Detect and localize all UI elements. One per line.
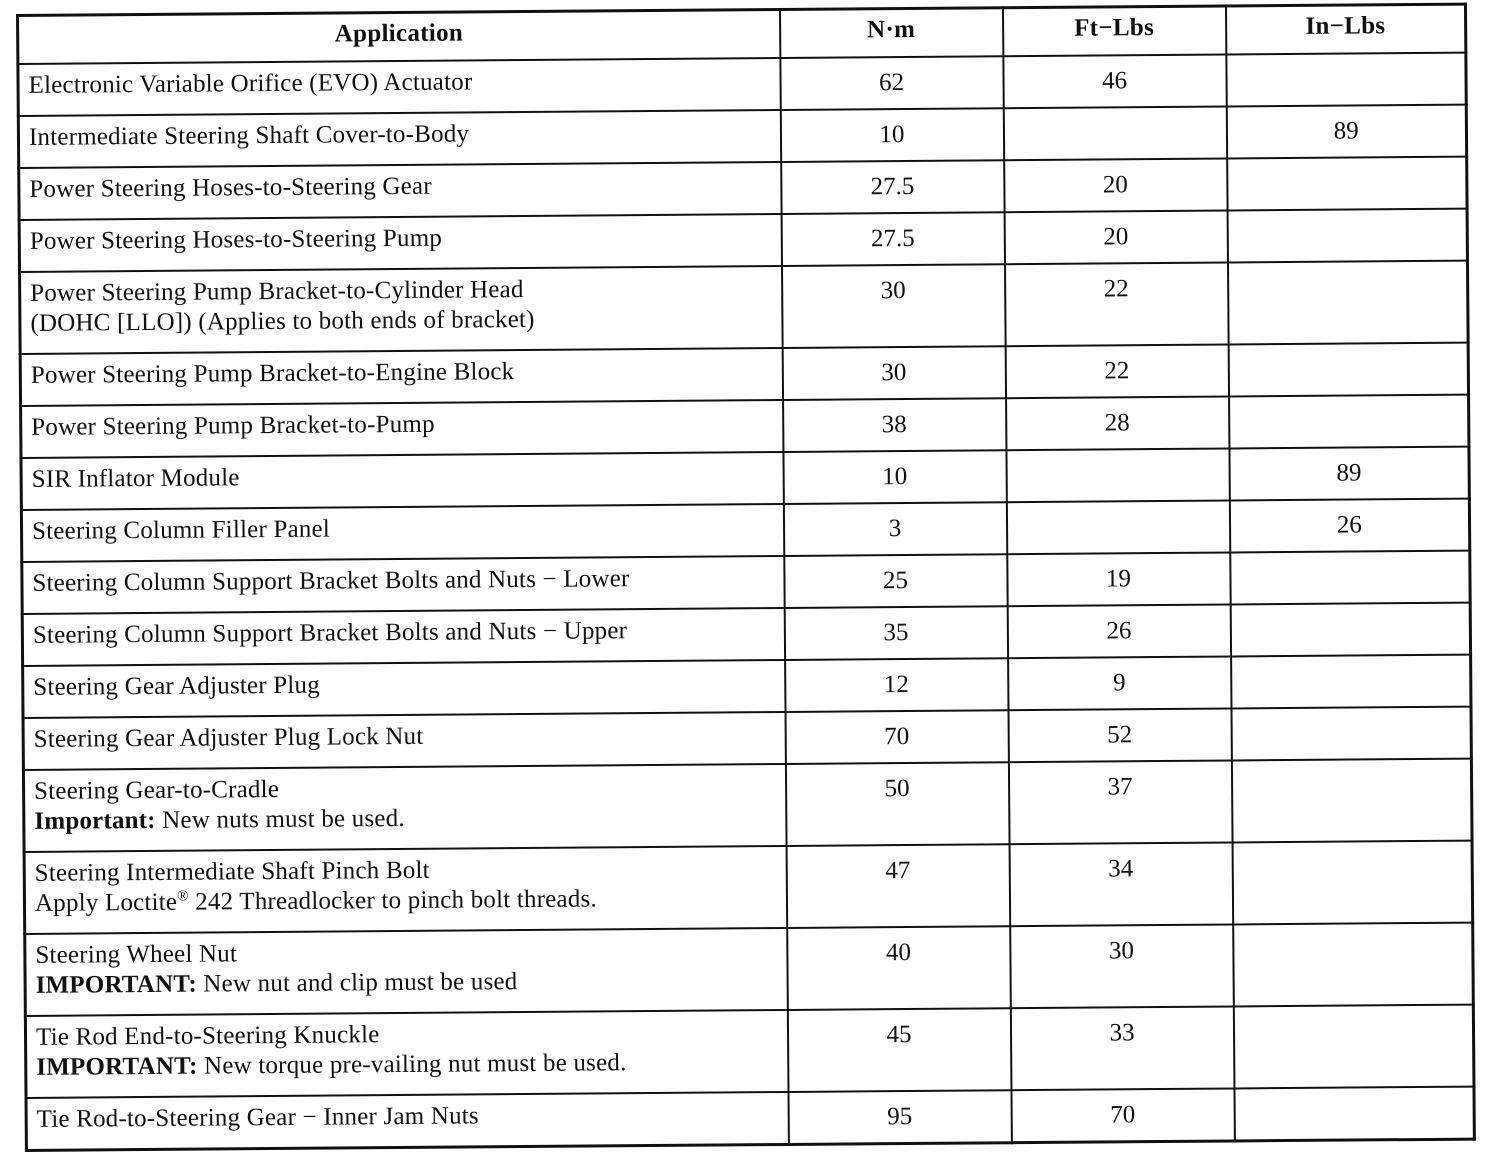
application-cell [21, 452, 783, 510]
ftlbs-value [1003, 106, 1226, 160]
nm-value: 40 [787, 926, 1011, 1010]
inlbs-value [1227, 261, 1468, 345]
table-row [24, 841, 1473, 934]
application-note [36, 1047, 779, 1083]
ftlbs-value: 22 [1005, 344, 1228, 398]
inlbs-value [1228, 343, 1468, 397]
nm-value: 70 [785, 710, 1008, 764]
ftlbs-value: 37 [1008, 760, 1232, 844]
table-row [20, 261, 1469, 354]
application-cell [19, 162, 781, 220]
table-body [18, 53, 1474, 1151]
application-cell [18, 110, 780, 168]
ftlbs-value: 52 [1008, 708, 1231, 762]
application-name: Power Steering Pump Bracket-to-Cylinder Head [30, 276, 524, 307]
inlbs-value [1227, 157, 1467, 211]
application-name: Steering Gear Adjuster Plug Lock Nut [33, 722, 424, 753]
application-name: Steering Intermediate Shaft Pinch Bolt [34, 856, 430, 887]
column-header-ftlbs: Ft−Lbs [1002, 6, 1225, 56]
ftlbs-value: 28 [1006, 396, 1229, 450]
nm-value: 3 [783, 502, 1006, 556]
application-cell [23, 764, 786, 852]
note-label: IMPORTANT: [36, 1052, 198, 1081]
nm-value: 27.5 [781, 160, 1004, 214]
application-cell [25, 928, 788, 1016]
inlbs-value [1231, 655, 1471, 709]
ftlbs-value: 22 [1004, 262, 1228, 346]
ftlbs-value: 34 [1009, 842, 1233, 926]
ftlbs-value [1006, 500, 1229, 554]
application-name: Power Steering Hoses-to-Steering Pump [29, 224, 443, 255]
inlbs-value [1226, 53, 1466, 107]
inlbs-value [1232, 841, 1473, 925]
nm-value: 35 [784, 606, 1007, 660]
inlbs-value: 89 [1226, 105, 1466, 159]
nm-value: 10 [780, 108, 1003, 162]
nm-value: 12 [785, 658, 1008, 712]
nm-value: 30 [782, 346, 1005, 400]
table-row [25, 1005, 1474, 1098]
inlbs-value [1231, 707, 1471, 761]
ftlbs-value: 9 [1008, 656, 1231, 710]
application-name: SIR Inflator Module [31, 464, 240, 493]
application-note [36, 965, 779, 1001]
application-name: Steering Column Support Bracket Bolts and Nuts − Upper [32, 617, 628, 649]
note-label: Important: [34, 806, 156, 835]
table-row [23, 759, 1472, 852]
inlbs-value [1233, 1005, 1474, 1089]
application-cell [24, 846, 787, 934]
application-note [34, 801, 777, 837]
application-cell [26, 1092, 788, 1150]
note-text: New nuts must be used. [155, 804, 405, 834]
application-cell [20, 348, 782, 406]
application-detail: Apply Loctite® 242 Threadlocker to pinch bolt threads. [34, 885, 597, 917]
application-name: Power Steering Hoses-to-Steering Gear [29, 172, 432, 203]
note-text: New nut and clip must be used [196, 968, 518, 998]
torque-specifications-sheet [16, 3, 1473, 1152]
application-cell [23, 660, 785, 718]
inlbs-value [1229, 395, 1469, 449]
nm-value: 47 [786, 844, 1010, 928]
note-text: New torque pre-vailing nut must be used. [197, 1049, 627, 1080]
inlbs-value [1233, 923, 1474, 1007]
nm-value: 30 [782, 264, 1006, 348]
column-header-application: Application [18, 10, 780, 64]
ftlbs-value: 19 [1007, 552, 1230, 606]
application-name: Steering Gear Adjuster Plug [33, 671, 320, 701]
ftlbs-value: 20 [1004, 158, 1227, 212]
ftlbs-value: 46 [1003, 54, 1226, 108]
application-name: Intermediate Steering Shaft Cover-to-Body [28, 120, 470, 151]
table-row [26, 1087, 1474, 1151]
inlbs-value [1227, 209, 1467, 263]
application-cell [23, 712, 785, 770]
nm-value: 25 [784, 554, 1007, 608]
nm-value: 45 [787, 1008, 1011, 1092]
inlbs-value [1230, 551, 1470, 605]
nm-value: 10 [783, 450, 1006, 504]
ftlbs-value: 30 [1010, 924, 1234, 1008]
application-name: Steering Gear-to-Cradle [34, 775, 280, 805]
application-cell [21, 400, 783, 458]
application-name: Tie Rod End-to-Steering Knuckle [35, 1021, 380, 1051]
application-name: Electronic Variable Orifice (EVO) Actuator [28, 68, 473, 99]
nm-value: 38 [783, 398, 1006, 452]
application-cell [21, 504, 783, 562]
ftlbs-value: 26 [1007, 604, 1230, 658]
inlbs-value [1230, 603, 1470, 657]
application-name: Steering Wheel Nut [35, 940, 238, 969]
nm-value: 50 [785, 762, 1009, 846]
column-header-nm: N·m [779, 8, 1002, 58]
application-cell [20, 266, 783, 354]
table-row [25, 923, 1474, 1016]
application-name: Steering Column Filler Panel [31, 515, 331, 545]
application-name: Steering Column Support Bracket Bolts and Nuts − Lower [32, 565, 630, 597]
application-cell [25, 1010, 788, 1098]
ftlbs-value: 20 [1004, 210, 1227, 264]
application-cell [18, 58, 780, 116]
nm-value: 27.5 [781, 212, 1004, 266]
application-cell [22, 608, 784, 666]
inlbs-value [1231, 759, 1472, 843]
application-cell [19, 214, 781, 272]
inlbs-value [1234, 1087, 1474, 1141]
application-name: Power Steering Pump Bracket-to-Engine Block [30, 358, 515, 389]
application-cell [22, 556, 784, 614]
nm-value: 62 [780, 56, 1003, 110]
torque-specifications-table [16, 3, 1476, 1152]
ftlbs-value [1006, 448, 1229, 502]
ftlbs-value: 33 [1010, 1006, 1234, 1090]
inlbs-value: 89 [1229, 447, 1469, 501]
column-header-inlbs: In−Lbs [1225, 4, 1465, 54]
nm-value: 95 [788, 1090, 1011, 1144]
application-detail: (DOHC [LLO]) (Applies to both ends of bracket) [30, 305, 535, 337]
inlbs-value: 26 [1229, 499, 1469, 553]
note-label: IMPORTANT: [35, 970, 198, 999]
application-name: Tie Rod-to-Steering Gear − Inner Jam Nuts [36, 1102, 479, 1133]
ftlbs-value: 70 [1011, 1088, 1234, 1142]
application-name: Power Steering Pump Bracket-to-Pump [31, 410, 435, 441]
